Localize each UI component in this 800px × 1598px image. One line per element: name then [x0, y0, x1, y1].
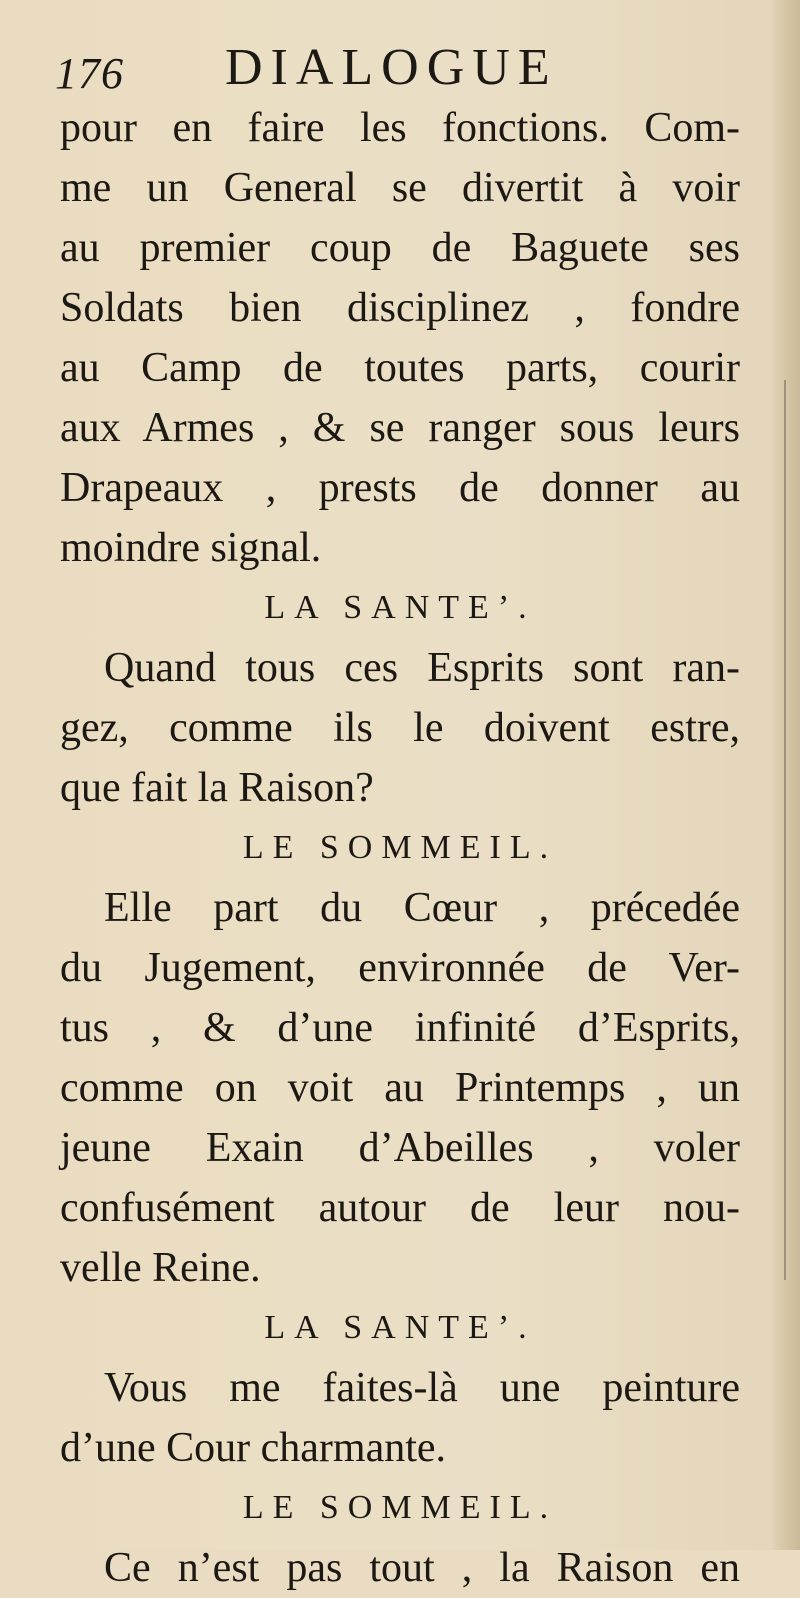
text-line: tus , & d’une infinité d’Esprits,: [60, 1005, 740, 1051]
text-line: Ce n’est pas tout , la Raison en: [104, 1545, 740, 1591]
text-line: velle Reine.: [60, 1245, 261, 1291]
text-line: Soldats bien disciplinez , fondre: [60, 285, 740, 331]
page-gutter-shadow: [772, 0, 800, 1550]
text-line: Quand tous ces Esprits sont ran-: [104, 645, 740, 691]
text-line: jeune Exain d’Abeilles , voler: [60, 1125, 740, 1171]
text-block: [60, 98, 740, 1598]
text-line: que fait la Raison?: [60, 765, 374, 811]
running-head-title: DIALOGUE: [225, 39, 558, 96]
text-line: Elle part du Cœur , précedée: [104, 885, 740, 931]
text-line: gez, comme ils le doivent estre,: [60, 705, 740, 751]
text-line: moindre signal.: [60, 525, 322, 571]
text-line: Drapeaux , prests de donner au: [60, 465, 740, 511]
text-line: aux Armes , & se ranger sous leurs: [60, 405, 740, 451]
page-number: 176: [55, 49, 124, 98]
text-line: confusément autour de leur nou-: [60, 1185, 740, 1231]
text-line: me un General se divertit à voir: [60, 165, 740, 211]
speaker-heading: LA SANTE’.: [264, 589, 536, 626]
speaker-heading: LA SANTE’.: [264, 1309, 536, 1346]
speaker-heading: LE SOMMEIL.: [242, 1489, 558, 1526]
text-line: Vous me faites-là une peinture: [104, 1365, 740, 1411]
text-line: du Jugement, environnée de Ver-: [60, 945, 740, 991]
text-line: au Camp de toutes parts, courir: [60, 345, 740, 391]
text-line: comme on voit au Printemps , un: [60, 1065, 740, 1111]
text-line: au premier coup de Baguete ses: [60, 225, 740, 271]
speaker-heading: LE SOMMEIL.: [242, 829, 558, 866]
page-edge-line: [784, 380, 786, 1280]
text-line: pour en faire les fonctions. Com-: [60, 105, 740, 151]
running-head: [55, 38, 755, 98]
text-line: d’une Cour charmante.: [60, 1425, 447, 1471]
